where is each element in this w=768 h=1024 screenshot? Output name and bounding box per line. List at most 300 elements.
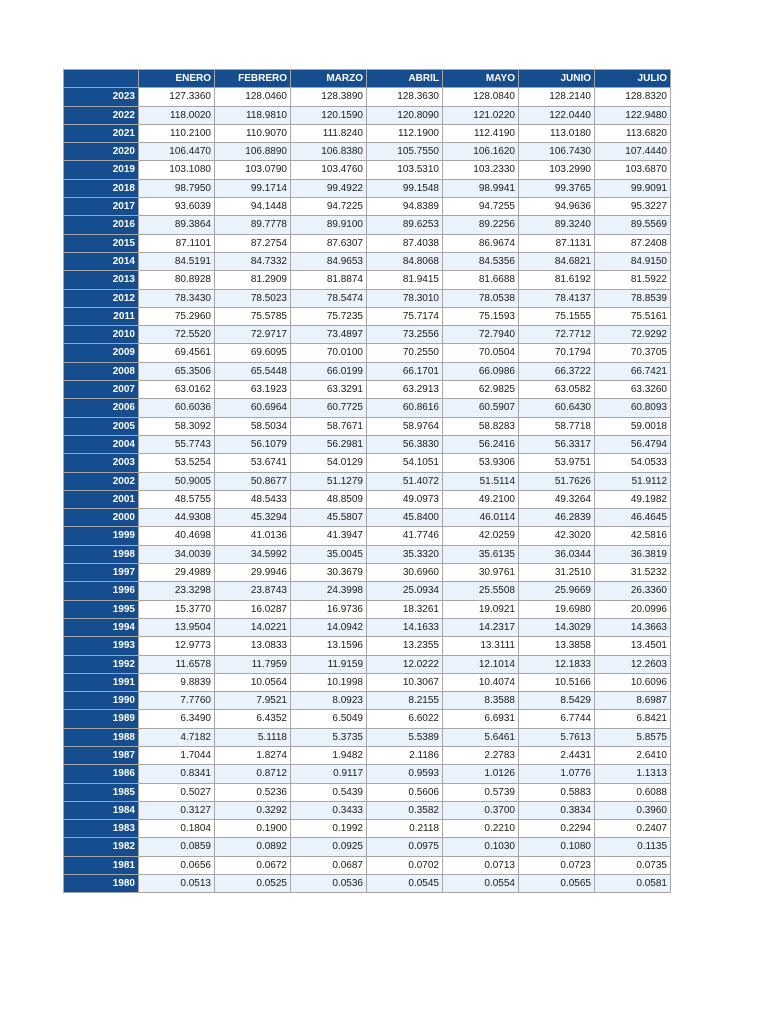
value-cell: 16.0287 xyxy=(215,601,290,618)
value-cell: 87.2408 xyxy=(595,235,670,252)
value-cell: 80.8928 xyxy=(139,271,214,288)
header-corner-cell xyxy=(64,70,138,87)
table-row xyxy=(64,527,670,544)
table-row xyxy=(64,710,670,727)
value-cell: 127.3360 xyxy=(139,88,214,105)
value-cell: 49.1982 xyxy=(595,491,670,508)
value-cell: 54.0533 xyxy=(595,454,670,471)
value-cell: 0.3582 xyxy=(367,802,442,819)
value-cell: 14.0942 xyxy=(291,619,366,636)
value-cell: 99.1714 xyxy=(215,180,290,197)
value-cell: 0.5739 xyxy=(443,784,518,801)
value-cell: 0.5606 xyxy=(367,784,442,801)
year-label: 2018 xyxy=(64,180,138,197)
table-row xyxy=(64,692,670,709)
column-header-abril: ABRIL xyxy=(367,70,442,87)
value-cell: 58.5034 xyxy=(215,418,290,435)
value-cell: 72.5520 xyxy=(139,326,214,343)
table-row xyxy=(64,564,670,581)
year-label: 2021 xyxy=(64,125,138,142)
value-cell: 51.9112 xyxy=(595,473,670,490)
value-cell: 5.1118 xyxy=(215,729,290,746)
value-cell: 81.2909 xyxy=(215,271,290,288)
year-label: 2022 xyxy=(64,107,138,124)
value-cell: 73.2556 xyxy=(367,326,442,343)
value-cell: 5.7613 xyxy=(519,729,594,746)
table-body xyxy=(64,88,670,892)
value-cell: 87.6307 xyxy=(291,235,366,252)
value-cell: 0.1135 xyxy=(595,838,670,855)
year-label: 1995 xyxy=(64,601,138,618)
table-row xyxy=(64,344,670,361)
value-cell: 81.9415 xyxy=(367,271,442,288)
value-cell: 1.1313 xyxy=(595,765,670,782)
column-header-febrero: FEBRERO xyxy=(215,70,290,87)
value-cell: 110.2100 xyxy=(139,125,214,142)
table-row xyxy=(64,601,670,618)
value-cell: 45.8400 xyxy=(367,509,442,526)
value-cell: 13.9504 xyxy=(139,619,214,636)
value-cell: 14.3029 xyxy=(519,619,594,636)
value-cell: 6.6931 xyxy=(443,710,518,727)
value-cell: 110.9070 xyxy=(215,125,290,142)
value-cell: 14.1633 xyxy=(367,619,442,636)
table-row xyxy=(64,473,670,490)
year-label: 2011 xyxy=(64,308,138,325)
table-row xyxy=(64,802,670,819)
year-label: 1988 xyxy=(64,729,138,746)
value-cell: 58.7718 xyxy=(519,418,594,435)
year-label: 2010 xyxy=(64,326,138,343)
value-cell: 106.4470 xyxy=(139,143,214,160)
value-cell: 12.1014 xyxy=(443,656,518,673)
year-label: 1994 xyxy=(64,619,138,636)
value-cell: 78.4137 xyxy=(519,290,594,307)
value-cell: 42.5816 xyxy=(595,527,670,544)
value-cell: 26.3360 xyxy=(595,582,670,599)
value-cell: 2.4431 xyxy=(519,747,594,764)
value-cell: 0.3700 xyxy=(443,802,518,819)
value-cell: 112.4190 xyxy=(443,125,518,142)
column-header-junio: JUNIO xyxy=(519,70,594,87)
table-row xyxy=(64,88,670,105)
value-cell: 6.3490 xyxy=(139,710,214,727)
value-cell: 41.3947 xyxy=(291,527,366,544)
value-cell: 122.0440 xyxy=(519,107,594,124)
value-cell: 75.1593 xyxy=(443,308,518,325)
value-cell: 75.5161 xyxy=(595,308,670,325)
value-cell: 2.6410 xyxy=(595,747,670,764)
value-cell: 0.3433 xyxy=(291,802,366,819)
value-cell: 99.3765 xyxy=(519,180,594,197)
value-cell: 1.0126 xyxy=(443,765,518,782)
value-cell: 41.0136 xyxy=(215,527,290,544)
value-cell: 12.2603 xyxy=(595,656,670,673)
value-cell: 0.9593 xyxy=(367,765,442,782)
value-cell: 10.4074 xyxy=(443,674,518,691)
value-cell: 11.9159 xyxy=(291,656,366,673)
value-cell: 72.7940 xyxy=(443,326,518,343)
year-label: 2007 xyxy=(64,381,138,398)
value-cell: 36.0344 xyxy=(519,546,594,563)
value-cell: 59.0018 xyxy=(595,418,670,435)
value-cell: 99.1548 xyxy=(367,180,442,197)
table-row xyxy=(64,637,670,654)
value-cell: 63.3291 xyxy=(291,381,366,398)
table-row xyxy=(64,381,670,398)
value-cell: 65.3506 xyxy=(139,363,214,380)
value-cell: 84.5356 xyxy=(443,253,518,270)
table-row xyxy=(64,271,670,288)
table-row xyxy=(64,729,670,746)
value-cell: 0.2407 xyxy=(595,820,670,837)
value-cell: 75.5785 xyxy=(215,308,290,325)
value-cell: 78.5474 xyxy=(291,290,366,307)
table-row xyxy=(64,820,670,837)
value-cell: 15.3770 xyxy=(139,601,214,618)
value-cell: 29.4989 xyxy=(139,564,214,581)
value-cell: 56.3830 xyxy=(367,436,442,453)
value-cell: 94.7225 xyxy=(291,198,366,215)
value-cell: 35.6135 xyxy=(443,546,518,563)
table-row xyxy=(64,308,670,325)
value-cell: 63.2913 xyxy=(367,381,442,398)
value-cell: 122.9480 xyxy=(595,107,670,124)
value-cell: 13.3858 xyxy=(519,637,594,654)
value-cell: 36.3819 xyxy=(595,546,670,563)
value-cell: 0.0672 xyxy=(215,857,290,874)
value-cell: 29.9946 xyxy=(215,564,290,581)
value-cell: 106.8890 xyxy=(215,143,290,160)
value-cell: 10.6096 xyxy=(595,674,670,691)
value-cell: 35.3320 xyxy=(367,546,442,563)
value-cell: 0.2118 xyxy=(367,820,442,837)
value-cell: 75.2960 xyxy=(139,308,214,325)
table-row xyxy=(64,784,670,801)
value-cell: 72.9292 xyxy=(595,326,670,343)
value-cell: 94.9636 xyxy=(519,198,594,215)
year-label: 2005 xyxy=(64,418,138,435)
value-cell: 72.9717 xyxy=(215,326,290,343)
value-cell: 63.3260 xyxy=(595,381,670,398)
table-row xyxy=(64,436,670,453)
value-cell: 5.6461 xyxy=(443,729,518,746)
value-cell: 25.0934 xyxy=(367,582,442,599)
value-cell: 106.1620 xyxy=(443,143,518,160)
value-cell: 55.7743 xyxy=(139,436,214,453)
value-cell: 75.7235 xyxy=(291,308,366,325)
value-cell: 128.3630 xyxy=(367,88,442,105)
table-row xyxy=(64,765,670,782)
value-cell: 84.6821 xyxy=(519,253,594,270)
value-cell: 0.0565 xyxy=(519,875,594,892)
year-label: 2023 xyxy=(64,88,138,105)
year-label: 1993 xyxy=(64,637,138,654)
value-cell: 56.2981 xyxy=(291,436,366,453)
value-cell: 89.2256 xyxy=(443,216,518,233)
table-row xyxy=(64,546,670,563)
value-cell: 0.0687 xyxy=(291,857,366,874)
value-cell: 7.9521 xyxy=(215,692,290,709)
value-cell: 0.3834 xyxy=(519,802,594,819)
year-label: 1982 xyxy=(64,838,138,855)
value-cell: 0.1900 xyxy=(215,820,290,837)
value-cell: 12.9773 xyxy=(139,637,214,654)
value-cell: 87.1101 xyxy=(139,235,214,252)
value-cell: 84.9150 xyxy=(595,253,670,270)
value-cell: 0.0536 xyxy=(291,875,366,892)
value-cell: 48.5755 xyxy=(139,491,214,508)
value-cell: 106.7430 xyxy=(519,143,594,160)
column-header-mayo: MAYO xyxy=(443,70,518,87)
value-cell: 7.7760 xyxy=(139,692,214,709)
value-cell: 42.0259 xyxy=(443,527,518,544)
value-cell: 0.5883 xyxy=(519,784,594,801)
value-cell: 78.0538 xyxy=(443,290,518,307)
value-cell: 128.8320 xyxy=(595,88,670,105)
year-label: 1997 xyxy=(64,564,138,581)
value-cell: 44.9308 xyxy=(139,509,214,526)
year-label: 1992 xyxy=(64,656,138,673)
value-cell: 0.5439 xyxy=(291,784,366,801)
value-cell: 0.0925 xyxy=(291,838,366,855)
value-cell: 87.1131 xyxy=(519,235,594,252)
value-cell: 54.0129 xyxy=(291,454,366,471)
value-cell: 5.5389 xyxy=(367,729,442,746)
year-label: 2008 xyxy=(64,363,138,380)
value-cell: 10.1998 xyxy=(291,674,366,691)
value-cell: 0.9117 xyxy=(291,765,366,782)
table-row xyxy=(64,509,670,526)
value-cell: 75.7174 xyxy=(367,308,442,325)
year-label: 2017 xyxy=(64,198,138,215)
value-cell: 0.2210 xyxy=(443,820,518,837)
value-cell: 60.7725 xyxy=(291,399,366,416)
year-label: 2009 xyxy=(64,344,138,361)
value-cell: 46.2839 xyxy=(519,509,594,526)
value-cell: 69.6095 xyxy=(215,344,290,361)
year-label: 1999 xyxy=(64,527,138,544)
value-cell: 11.6578 xyxy=(139,656,214,673)
table-row xyxy=(64,235,670,252)
value-cell: 121.0220 xyxy=(443,107,518,124)
table-row xyxy=(64,857,670,874)
value-cell: 12.0222 xyxy=(367,656,442,673)
value-cell: 87.4038 xyxy=(367,235,442,252)
value-cell: 31.5232 xyxy=(595,564,670,581)
value-cell: 46.4645 xyxy=(595,509,670,526)
value-cell: 94.8389 xyxy=(367,198,442,215)
table-row xyxy=(64,125,670,142)
value-cell: 0.6088 xyxy=(595,784,670,801)
table-row xyxy=(64,253,670,270)
value-cell: 81.8874 xyxy=(291,271,366,288)
value-cell: 58.7671 xyxy=(291,418,366,435)
value-cell: 46.0114 xyxy=(443,509,518,526)
value-cell: 60.8616 xyxy=(367,399,442,416)
value-cell: 0.1080 xyxy=(519,838,594,855)
value-cell: 86.9674 xyxy=(443,235,518,252)
table-row xyxy=(64,656,670,673)
value-cell: 0.1804 xyxy=(139,820,214,837)
value-cell: 0.0656 xyxy=(139,857,214,874)
value-cell: 89.9100 xyxy=(291,216,366,233)
value-cell: 49.2100 xyxy=(443,491,518,508)
value-cell: 81.6688 xyxy=(443,271,518,288)
value-cell: 8.6987 xyxy=(595,692,670,709)
value-cell: 8.5429 xyxy=(519,692,594,709)
year-label: 1981 xyxy=(64,857,138,874)
value-cell: 103.5310 xyxy=(367,161,442,178)
value-cell: 72.7712 xyxy=(519,326,594,343)
value-cell: 111.8240 xyxy=(291,125,366,142)
value-cell: 0.2294 xyxy=(519,820,594,837)
value-cell: 42.3020 xyxy=(519,527,594,544)
value-cell: 0.0713 xyxy=(443,857,518,874)
table-row xyxy=(64,418,670,435)
value-cell: 48.5433 xyxy=(215,491,290,508)
value-cell: 10.0564 xyxy=(215,674,290,691)
value-cell: 10.3067 xyxy=(367,674,442,691)
value-cell: 78.3430 xyxy=(139,290,214,307)
table-row xyxy=(64,747,670,764)
year-label: 1987 xyxy=(64,747,138,764)
value-cell: 103.4760 xyxy=(291,161,366,178)
year-label: 1980 xyxy=(64,875,138,892)
value-cell: 53.9751 xyxy=(519,454,594,471)
table-row xyxy=(64,290,670,307)
value-cell: 66.3722 xyxy=(519,363,594,380)
value-cell: 35.0045 xyxy=(291,546,366,563)
value-cell: 60.6964 xyxy=(215,399,290,416)
value-cell: 113.6820 xyxy=(595,125,670,142)
value-cell: 1.0776 xyxy=(519,765,594,782)
table-row xyxy=(64,875,670,892)
value-cell: 60.6036 xyxy=(139,399,214,416)
table-row xyxy=(64,838,670,855)
value-cell: 30.9761 xyxy=(443,564,518,581)
value-cell: 94.1448 xyxy=(215,198,290,215)
year-label: 2013 xyxy=(64,271,138,288)
year-label: 2020 xyxy=(64,143,138,160)
value-cell: 70.3705 xyxy=(595,344,670,361)
value-cell: 0.3292 xyxy=(215,802,290,819)
value-cell: 53.6741 xyxy=(215,454,290,471)
value-cell: 5.3735 xyxy=(291,729,366,746)
value-cell: 45.3294 xyxy=(215,509,290,526)
value-cell: 34.0039 xyxy=(139,546,214,563)
value-cell: 13.4501 xyxy=(595,637,670,654)
value-cell: 0.0545 xyxy=(367,875,442,892)
value-cell: 8.2155 xyxy=(367,692,442,709)
value-cell: 70.1794 xyxy=(519,344,594,361)
table-row xyxy=(64,363,670,380)
value-cell: 0.0581 xyxy=(595,875,670,892)
value-cell: 75.1555 xyxy=(519,308,594,325)
value-cell: 56.2416 xyxy=(443,436,518,453)
value-cell: 66.1701 xyxy=(367,363,442,380)
value-cell: 0.0702 xyxy=(367,857,442,874)
value-cell: 50.8677 xyxy=(215,473,290,490)
column-header-marzo: MARZO xyxy=(291,70,366,87)
value-cell: 31.2510 xyxy=(519,564,594,581)
value-cell: 81.6192 xyxy=(519,271,594,288)
header-row xyxy=(64,70,670,87)
value-cell: 50.9005 xyxy=(139,473,214,490)
year-label: 2004 xyxy=(64,436,138,453)
year-label: 2000 xyxy=(64,509,138,526)
table-row xyxy=(64,326,670,343)
value-cell: 84.7332 xyxy=(215,253,290,270)
value-cell: 25.5508 xyxy=(443,582,518,599)
value-cell: 12.1833 xyxy=(519,656,594,673)
value-cell: 14.0221 xyxy=(215,619,290,636)
value-cell: 128.3890 xyxy=(291,88,366,105)
table-row xyxy=(64,161,670,178)
value-cell: 103.2330 xyxy=(443,161,518,178)
value-cell: 56.4794 xyxy=(595,436,670,453)
value-cell: 89.3864 xyxy=(139,216,214,233)
year-label: 2014 xyxy=(64,253,138,270)
value-cell: 98.9941 xyxy=(443,180,518,197)
year-label: 2001 xyxy=(64,491,138,508)
value-cell: 56.1079 xyxy=(215,436,290,453)
value-cell: 112.1900 xyxy=(367,125,442,142)
value-cell: 13.0833 xyxy=(215,637,290,654)
column-header-enero: ENERO xyxy=(139,70,214,87)
value-cell: 78.5023 xyxy=(215,290,290,307)
value-cell: 84.5191 xyxy=(139,253,214,270)
value-cell: 69.4561 xyxy=(139,344,214,361)
value-cell: 60.6430 xyxy=(519,399,594,416)
table-row xyxy=(64,143,670,160)
value-cell: 89.6253 xyxy=(367,216,442,233)
value-cell: 0.1992 xyxy=(291,820,366,837)
value-cell: 65.5448 xyxy=(215,363,290,380)
value-cell: 128.2140 xyxy=(519,88,594,105)
value-cell: 103.1080 xyxy=(139,161,214,178)
value-cell: 0.0975 xyxy=(367,838,442,855)
value-cell: 5.8575 xyxy=(595,729,670,746)
value-cell: 53.9306 xyxy=(443,454,518,471)
table-row xyxy=(64,491,670,508)
column-header-julio: JULIO xyxy=(595,70,670,87)
year-label: 1989 xyxy=(64,710,138,727)
value-cell: 60.8093 xyxy=(595,399,670,416)
value-cell: 30.6960 xyxy=(367,564,442,581)
value-cell: 8.3588 xyxy=(443,692,518,709)
value-cell: 41.7746 xyxy=(367,527,442,544)
value-cell: 30.3679 xyxy=(291,564,366,581)
value-cell: 13.3111 xyxy=(443,637,518,654)
table-row xyxy=(64,399,670,416)
value-cell: 60.5907 xyxy=(443,399,518,416)
value-cell: 0.5236 xyxy=(215,784,290,801)
value-cell: 51.7626 xyxy=(519,473,594,490)
value-cell: 70.2550 xyxy=(367,344,442,361)
year-label: 2012 xyxy=(64,290,138,307)
value-cell: 78.8539 xyxy=(595,290,670,307)
value-cell: 49.3264 xyxy=(519,491,594,508)
value-cell: 2.2783 xyxy=(443,747,518,764)
value-cell: 25.9669 xyxy=(519,582,594,599)
value-cell: 40.4698 xyxy=(139,527,214,544)
value-cell: 18.3261 xyxy=(367,601,442,618)
year-label: 1983 xyxy=(64,820,138,837)
value-cell: 0.0525 xyxy=(215,875,290,892)
value-cell: 118.9810 xyxy=(215,107,290,124)
value-cell: 0.0723 xyxy=(519,857,594,874)
